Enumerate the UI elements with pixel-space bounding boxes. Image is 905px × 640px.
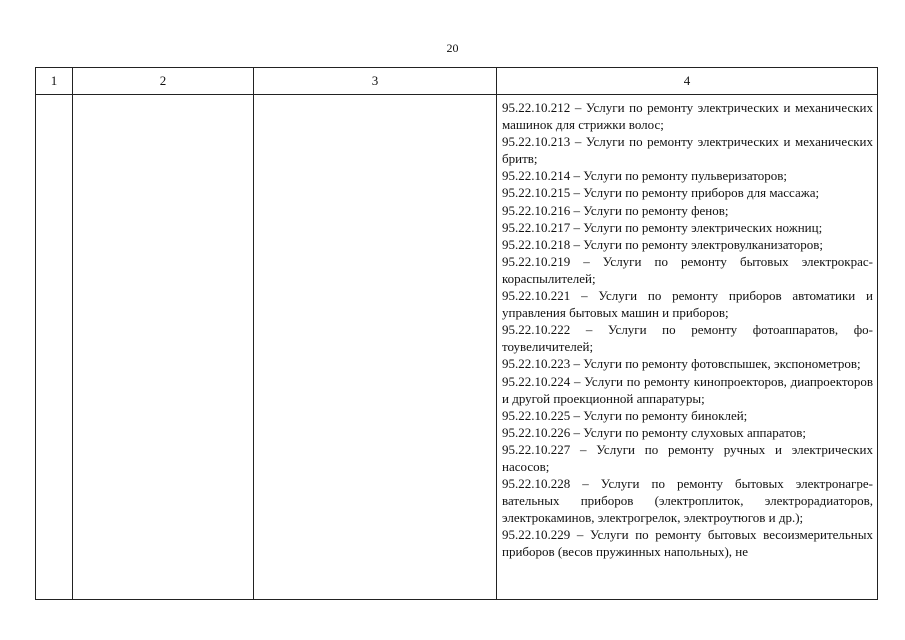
service-code-entry: 95.22.10.217 – Услуги по ремонту электрических ножниц; — [502, 219, 823, 235]
service-code-entry: 95.22.10.219 – Услуги по ремонту бытовых электрокраскораспылителей; — [502, 253, 873, 286]
service-code-entry: 95.22.10.215 – Услуги по ремонту приборов для массажа; — [502, 185, 820, 201]
service-code-entry: 95.22.10.223 – Услуги по ремонту фотовспышек, экспонометров; — [502, 356, 861, 372]
cell-col-1 — [36, 95, 73, 600]
cell-col-2 — [73, 95, 254, 600]
service-code-entry: 95.22.10.222 – Услуги по ремонту фотоаппаратов, фотоувеличителей; — [502, 322, 873, 355]
service-code-entry: 95.22.10.229 – Услуги по ремонту бытовых весоизмерительных приборов (весов пружинных напольных), не — [502, 527, 873, 560]
column-header-3: 3 — [254, 68, 497, 95]
service-code-entry: 95.22.10.228 – Услуги по ремонту бытовых электронагревательных приборов (электроплиток, электрорадиаторов, электрокаминов, электрогрелок, электроутюгов и др.); — [502, 476, 873, 526]
service-code-entry: 95.22.10.224 – Услуги по ремонту кинопроекторов, диапроекторов и другой проекционной аппаратуры; — [502, 373, 873, 406]
service-code-entry: 95.22.10.221 – Услуги по ремонту приборов автоматики и управления бытовых машин и приборов; — [502, 288, 873, 321]
service-code-entry: 95.22.10.218 – Услуги по ремонту электровулканизаторов; — [502, 236, 823, 252]
cell-col-4 — [497, 95, 878, 600]
service-code-entry: 95.22.10.225 – Услуги по ремонту биноклей; — [502, 407, 748, 423]
service-code-entry: 95.22.10.227 – Услуги по ремонту ручных и электрических насосов; — [502, 441, 873, 474]
service-code-entry: 95.22.10.212 – Услуги по ремонту электрических и механических машинок для стрижки волос; — [502, 100, 873, 133]
service-code-entry: 95.22.10.216 – Услуги по ремонту фенов; — [502, 202, 729, 218]
column-header-2: 2 — [73, 68, 254, 95]
service-code-entry: 95.22.10.226 – Услуги по ремонту слуховых аппаратов; — [502, 424, 806, 440]
column-header-1: 1 — [36, 68, 73, 95]
service-code-list — [497, 95, 877, 561]
column-header-4: 4 — [497, 68, 878, 95]
service-code-entry: 95.22.10.213 – Услуги по ремонту электрических и механических бритв; — [502, 134, 873, 167]
document-table — [35, 67, 878, 600]
page-number: 20 — [446, 41, 459, 55]
service-code-entry: 95.22.10.214 – Услуги по ремонту пульверизаторов; — [502, 168, 788, 184]
table-row — [36, 95, 878, 600]
table-header-row — [36, 68, 878, 95]
cell-col-3 — [254, 95, 497, 600]
